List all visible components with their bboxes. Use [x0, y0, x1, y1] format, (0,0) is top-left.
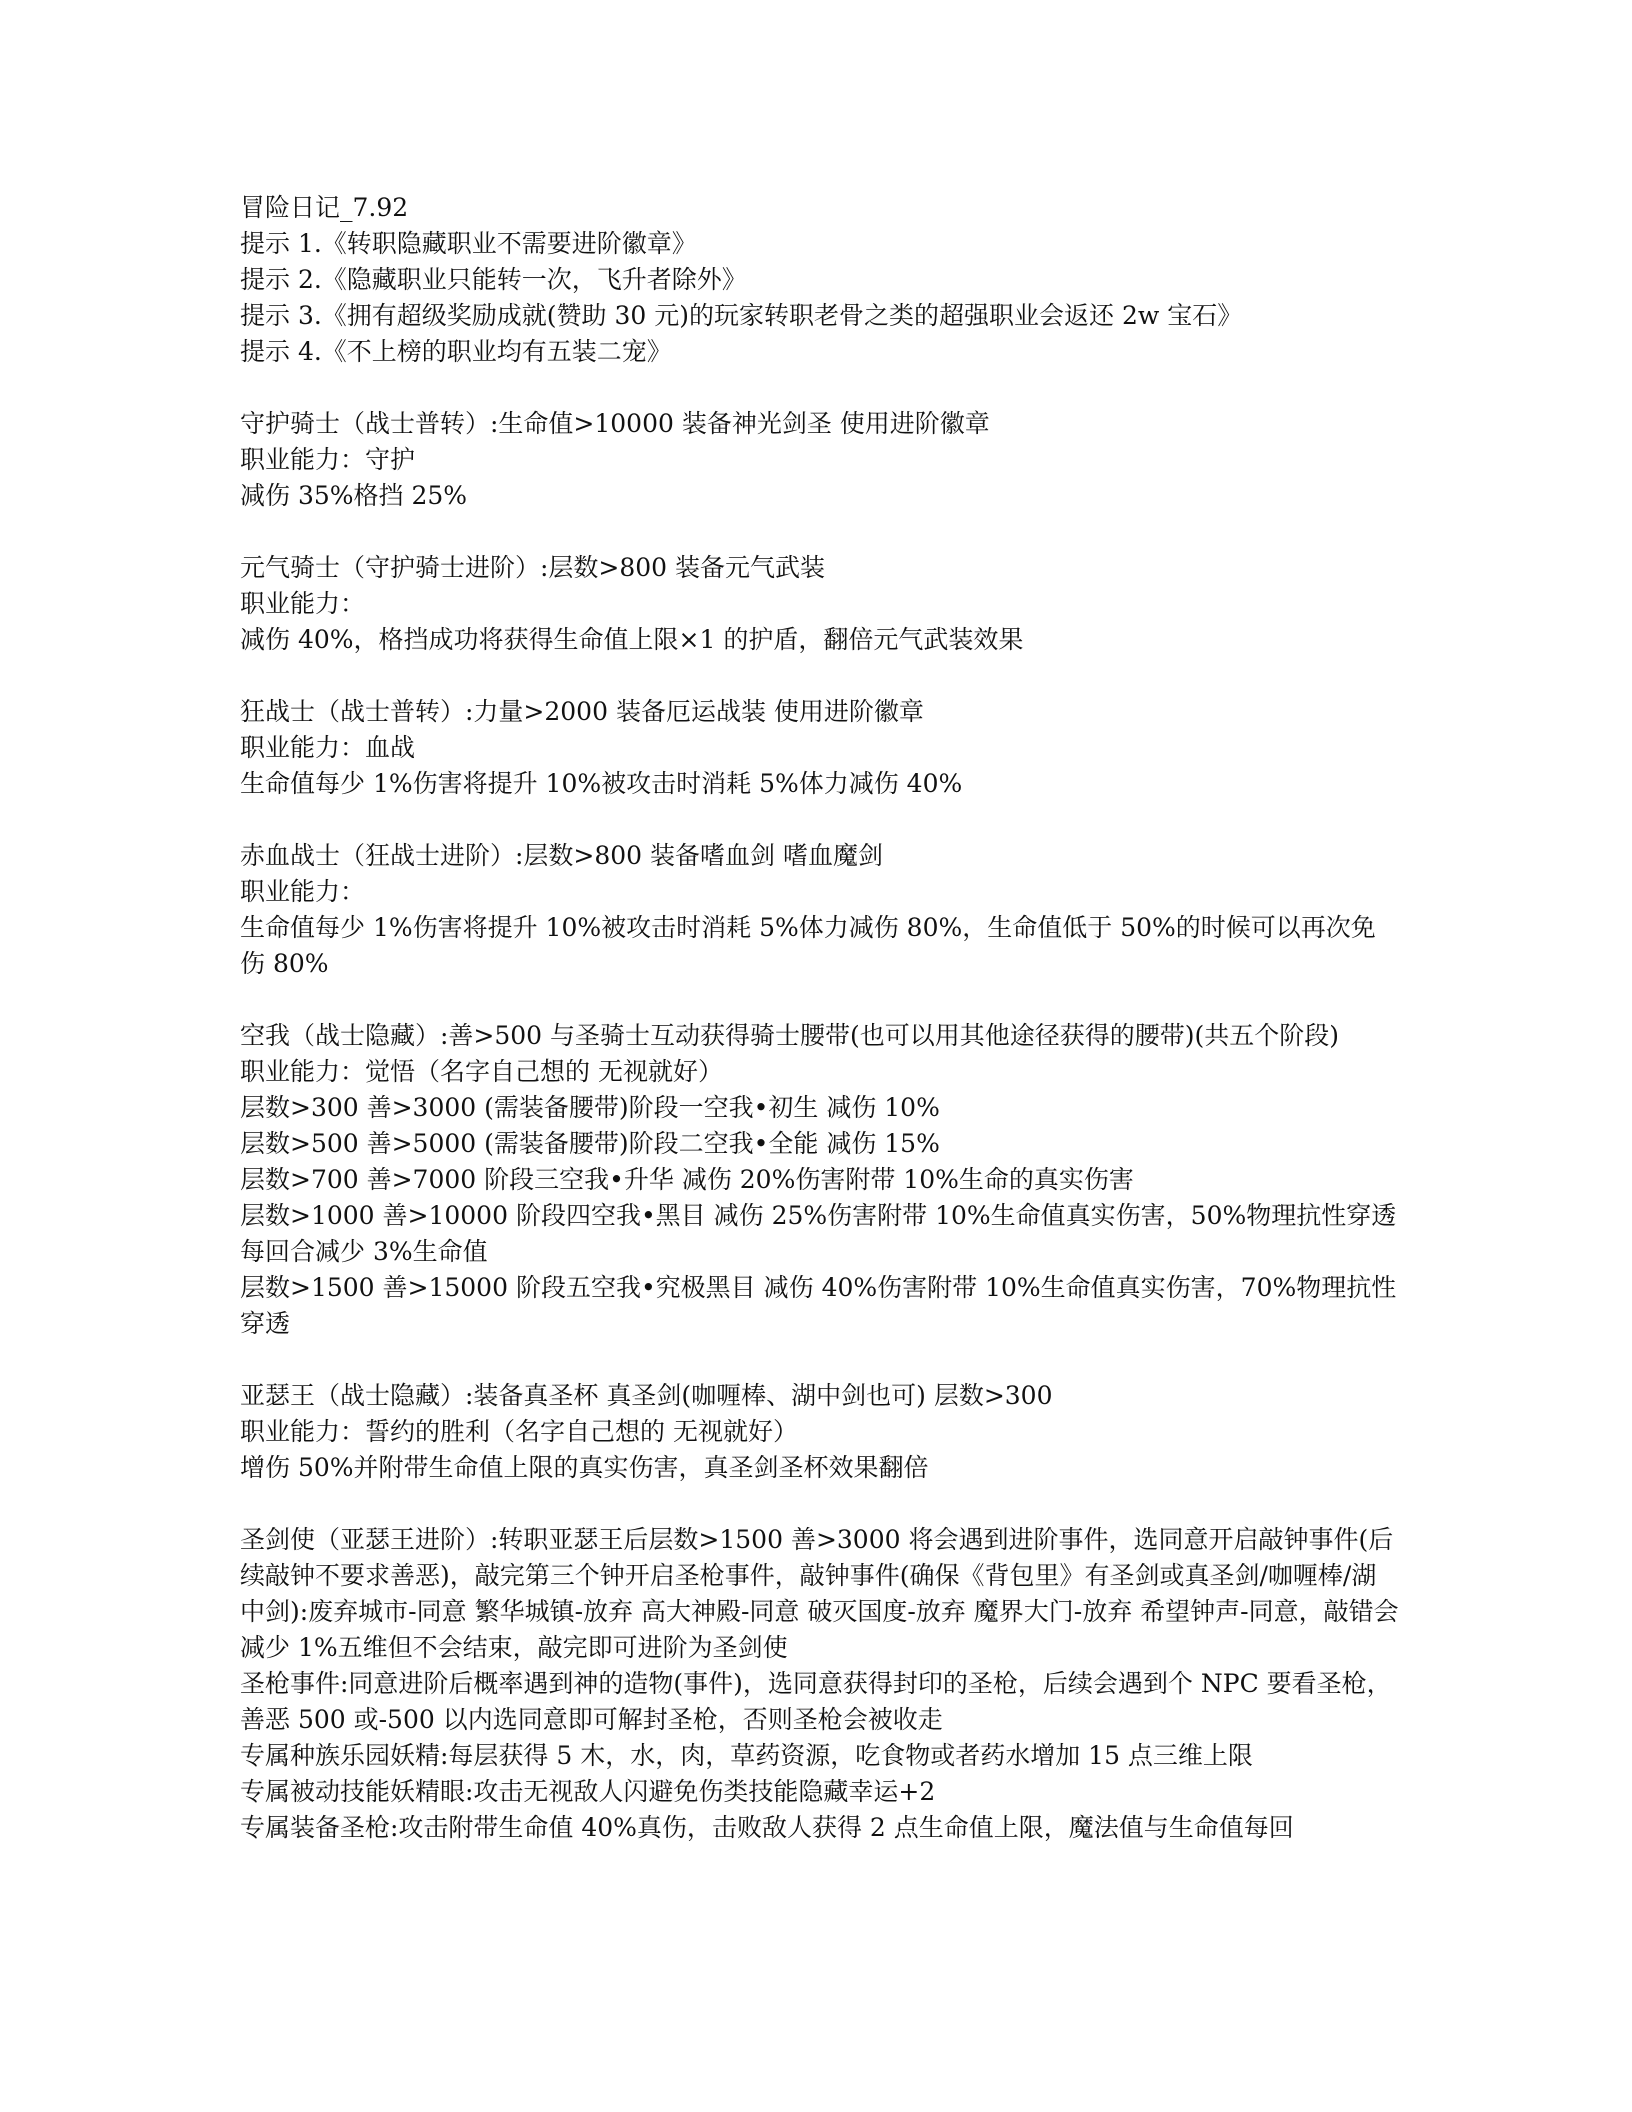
class-ability: 职业能力：守护	[240, 445, 416, 474]
class-effect: 减伤 35%格挡 25%	[240, 481, 468, 510]
class-effect: 生命值每少 1%伤害将提升 10%被攻击时消耗 5%体力减伤 80%，生命值低于 50%的时候可以再次免伤 80%	[240, 913, 1376, 978]
exclusive-skill: 专属被动技能妖精眼:攻击无视敌人闪避免伤类技能隐藏幸运+2	[240, 1777, 936, 1806]
section-crimson-warrior	[240, 838, 1400, 982]
class-ability: 职业能力：誓约的胜利（名字自己想的 无视就好）	[240, 1417, 798, 1446]
stage-line: 层数>700 善>7000 阶段三空我•升华 减伤 20%伤害附带 10%生命的真实伤害	[240, 1165, 1134, 1194]
class-heading: 狂战士（战士普转）:力量>2000 装备厄运战装 使用进阶徽章	[240, 697, 924, 726]
paragraph-gap	[240, 370, 1400, 406]
stage-line: 层数>1000 善>10000 阶段四空我•黑目 减伤 25%伤害附带 10%生命值真实伤害，50%物理抗性穿透每回合减少 3%生命值	[240, 1201, 1397, 1266]
exclusive-race: 专属种族乐园妖精:每层获得 5 木，水，肉，草药资源，吃食物或者药水增加 15 点三维上限	[240, 1741, 1253, 1770]
class-heading: 赤血战士（狂战士进阶）:层数>800 装备嗜血剑 嗜血魔剑	[240, 841, 883, 870]
paragraph-gap	[240, 802, 1400, 838]
paragraph-gap	[240, 1486, 1400, 1522]
tip-line: 提示 1.《转职隐藏职业不需要进阶徽章》	[240, 229, 697, 258]
event-description: 圣枪事件:同意进阶后概率遇到神的造物(事件)，选同意获得封印的圣枪，后续会遇到个 NPC 要看圣枪，善恶 500 或-500 以内选同意即可解封圣枪，否则圣枪会被收走	[240, 1669, 1392, 1734]
paragraph-gap	[240, 1342, 1400, 1378]
section-berserker	[240, 694, 1400, 802]
section-vigor-knight	[240, 550, 1400, 658]
section-guardian-knight	[240, 406, 1400, 514]
tip-line: 提示 3.《拥有超级奖励成就(赞助 30 元)的玩家转职老骨之类的超强职业会返还 2w 宝石》	[240, 301, 1243, 330]
stage-line: 层数>300 善>3000 (需装备腰带)阶段一空我•初生 减伤 10%	[240, 1093, 940, 1122]
tip-line: 提示 4.《不上榜的职业均有五装二宠》	[240, 337, 672, 366]
doc-title: 冒险日记_7.92	[240, 193, 409, 222]
class-heading: 圣剑使（亚瑟王进阶）:转职亚瑟王后层数>1500 善>3000 将会遇到进阶事件，选同意开启敲钟事件(后续敲钟不要求善恶)，敲完第三个钟开启圣枪事件，敲钟事件(确保《背包里》有圣剑或真圣剑/咖喱棒/湖中剑):废弃城市-同意 繁华城镇-放弃 高大神殿-同意 破灭国度-放弃 魔界大门-放弃 希望钟声-同意，敲错会减少 1%五维但不会结束，敲完即可进阶为圣剑使	[240, 1525, 1399, 1662]
class-effect: 减伤 40%，格挡成功将获得生命值上限×1 的护盾，翻倍元气武装效果	[240, 625, 1024, 654]
class-heading: 空我（战士隐藏）:善>500 与圣骑士互动获得骑士腰带(也可以用其他途径获得的腰带)(共五个阶段)	[240, 1021, 1340, 1050]
paragraph-gap	[240, 658, 1400, 694]
exclusive-equipment: 专属装备圣枪:攻击附带生命值 40%真伤，击败敌人获得 2 点生命值上限，魔法值与生命值每回	[240, 1813, 1294, 1842]
class-heading: 亚瑟王（战士隐藏）:装备真圣杯 真圣剑(咖喱棒、湖中剑也可) 层数>300	[240, 1381, 1053, 1410]
class-effect: 增伤 50%并附带生命值上限的真实伤害，真圣剑圣杯效果翻倍	[240, 1453, 929, 1482]
paragraph-gap	[240, 982, 1400, 1018]
class-ability: 职业能力：觉悟（名字自己想的 无视就好）	[240, 1057, 723, 1086]
class-ability: 职业能力：	[240, 877, 366, 906]
class-effect: 生命值每少 1%伤害将提升 10%被攻击时消耗 5%体力减伤 40%	[240, 769, 963, 798]
tip-line: 提示 2.《隐藏职业只能转一次，飞升者除外》	[240, 265, 747, 294]
document-page	[240, 190, 1400, 1846]
stage-line: 层数>1500 善>15000 阶段五空我•究极黑目 减伤 40%伤害附带 10%生命值真实伤害，70%物理抗性穿透	[240, 1273, 1397, 1338]
section-holy-sword-user	[240, 1522, 1400, 1846]
section-king-arthur	[240, 1378, 1400, 1486]
class-heading: 元气骑士（守护骑士进阶）:层数>800 装备元气武装	[240, 553, 826, 582]
paragraph-gap	[240, 514, 1400, 550]
section-kuuga	[240, 1018, 1400, 1342]
class-ability: 职业能力：血战	[240, 733, 416, 762]
class-heading: 守护骑士（战士普转）:生命值>10000 装备神光剑圣 使用进阶徽章	[240, 409, 990, 438]
stage-line: 层数>500 善>5000 (需装备腰带)阶段二空我•全能 减伤 15%	[240, 1129, 940, 1158]
class-ability: 职业能力：	[240, 589, 366, 618]
